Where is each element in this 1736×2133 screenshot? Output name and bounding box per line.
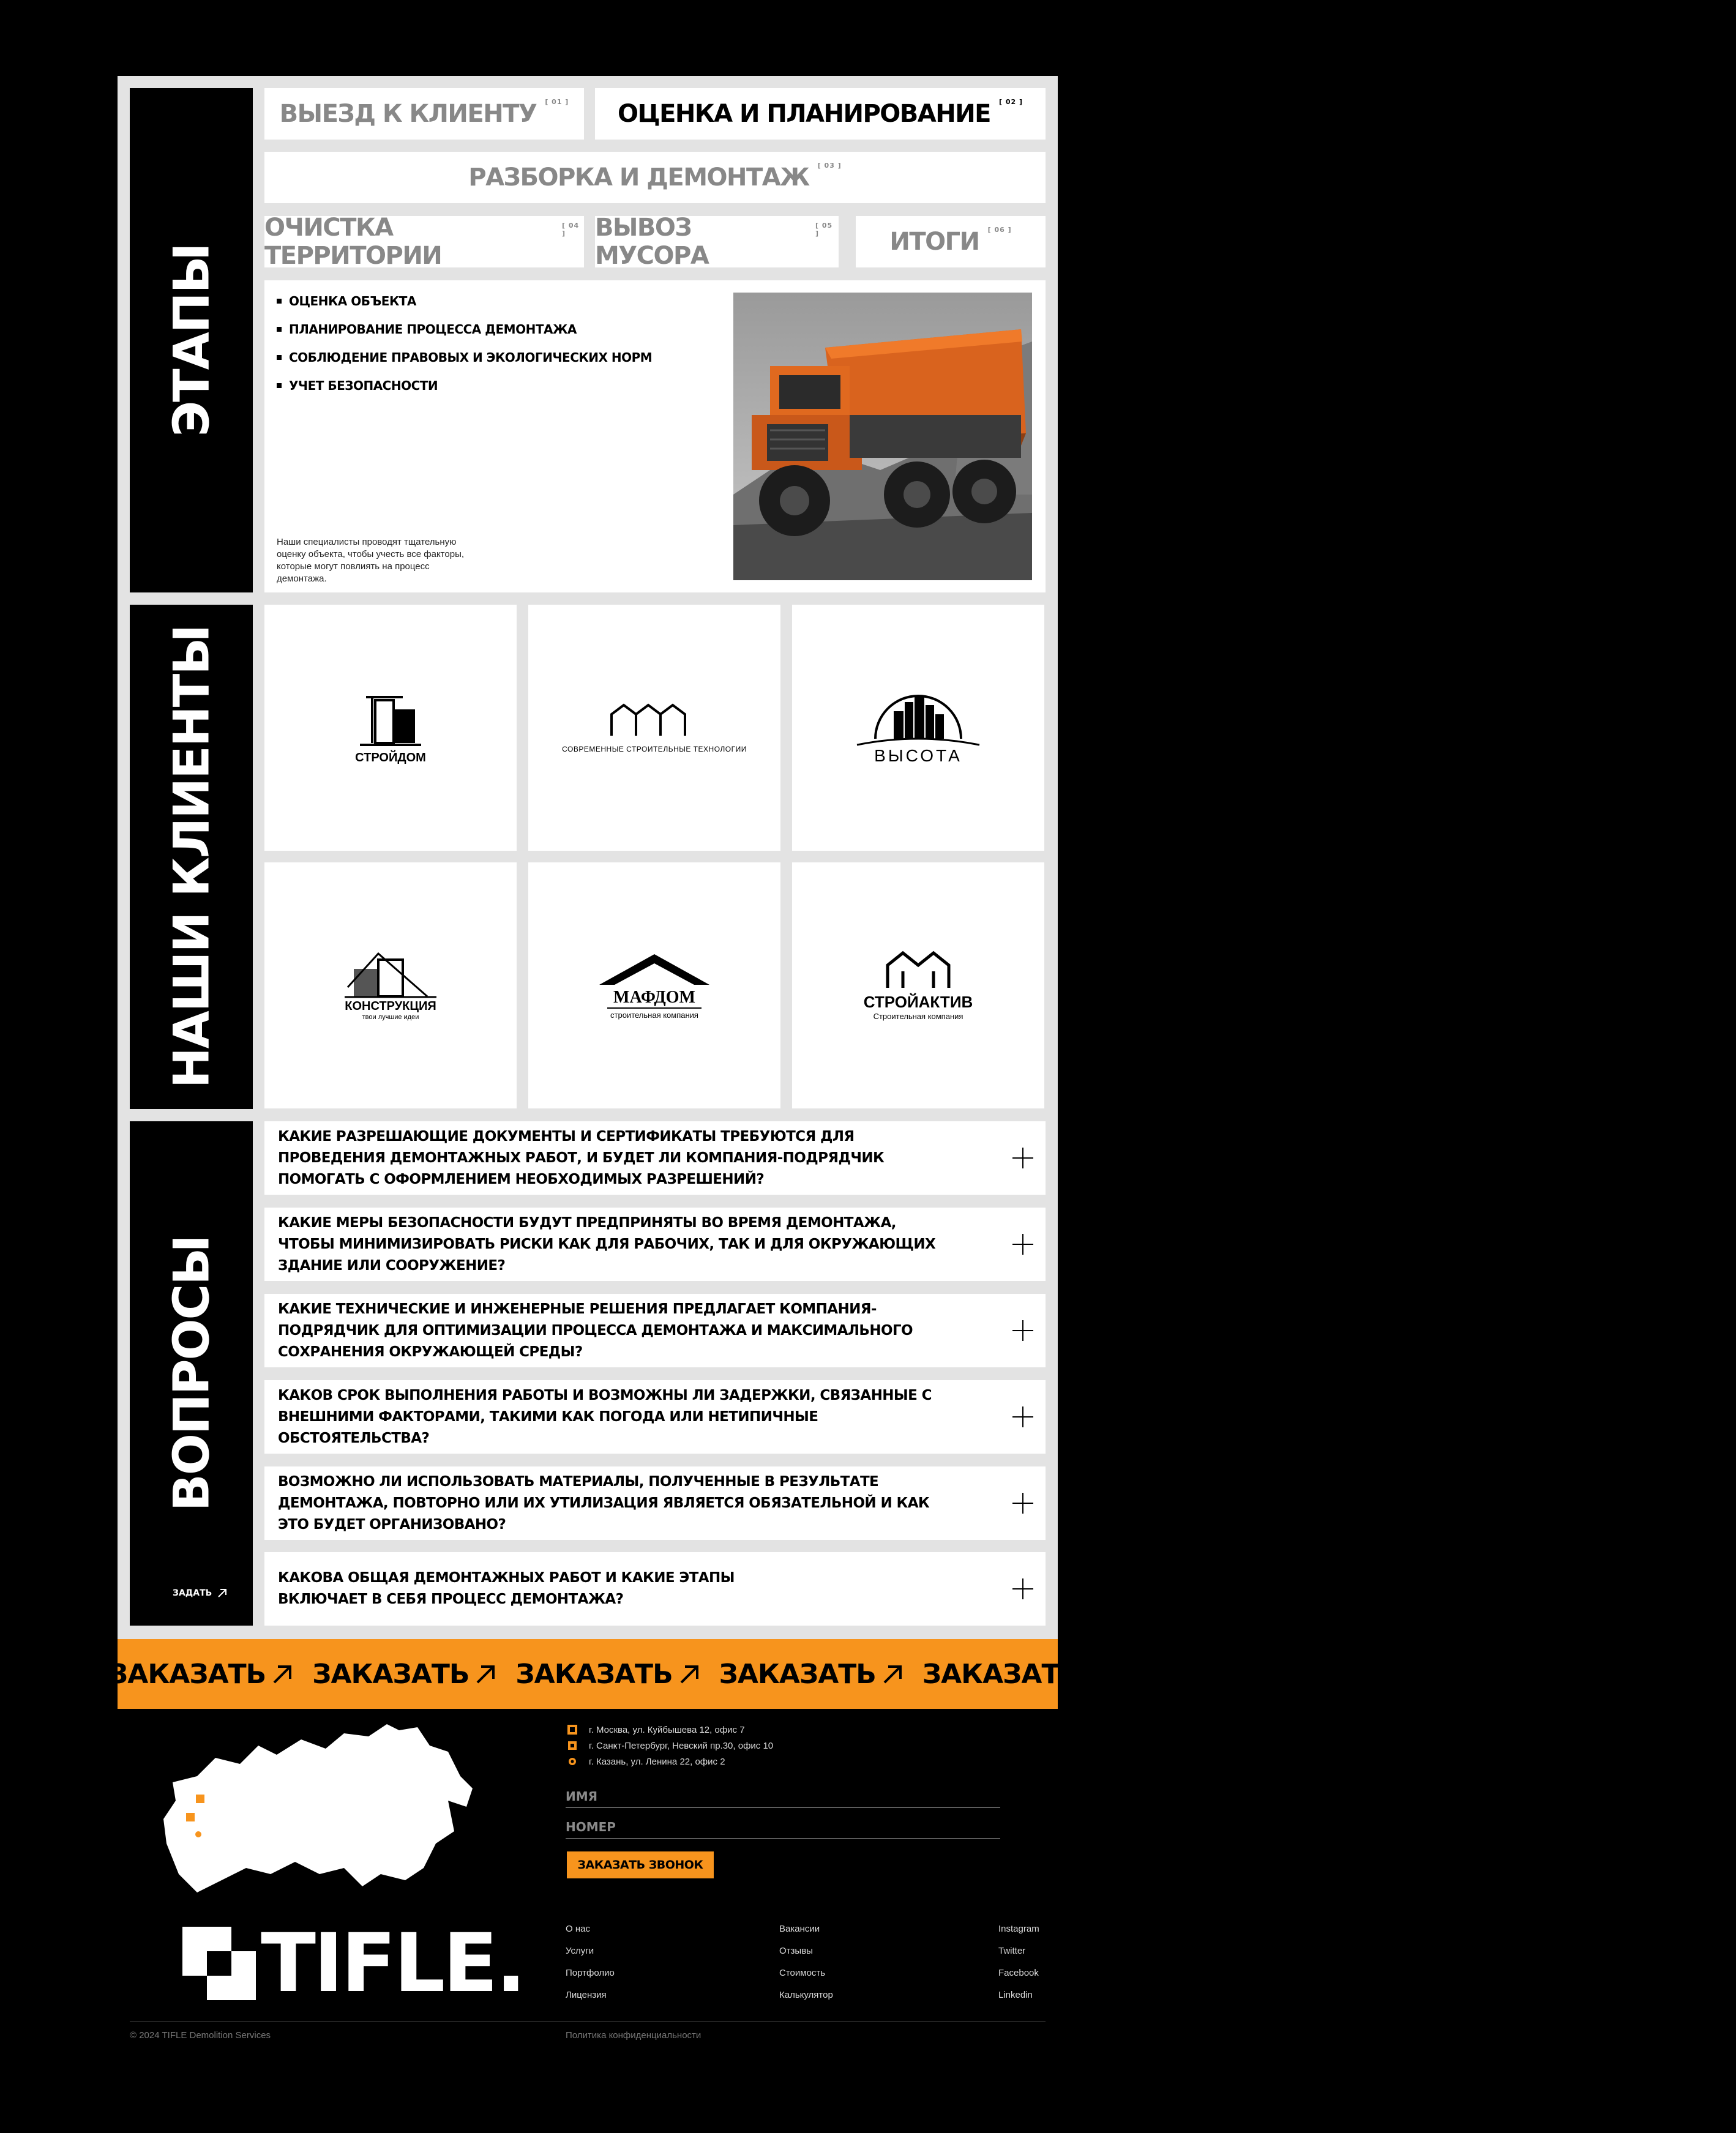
client-name: СТРОЙАКТИВ [863, 993, 973, 1011]
pin-icon [567, 1756, 578, 1767]
pin-icon [567, 1740, 578, 1751]
stage-bullet: ПЛАНИРОВАНИЕ ПРОЦЕССА ДЕМОНТАЖА [277, 322, 652, 337]
footer-divider [130, 2021, 1046, 2022]
faq-question: КАКИЕ ТЕХНИЧЕСКИЕ И ИНЖЕНЕРНЫЕ РЕШЕНИЯ ПРЕДЛАГАЕТ КОМПАНИЯ-ПОДРЯДЧИК ДЛЯ ОПТИМИЗАЦИИ ПРОЦЕССА ДЕМОНТАЖА И МАКСИМАЛЬНОГО СОХРАНЕНИЯ ОКРУЖАЮЩЕЙ СРЕДЫ? [278, 1301, 913, 1360]
arrow-up-right-icon [1491, 1662, 1515, 1686]
russia-map-icon [160, 1721, 479, 1899]
footer-link[interactable]: Услуги [566, 1946, 594, 1956]
faq-question: КАКИЕ РАЗРЕШАЮЩИЕ ДОКУМЕНТЫ И СЕРТИФИКАТЫ ТРЕБУЮТСЯ ДЛЯ ПРОВЕДЕНИЯ ДЕМОНТАЖНЫХ РАБОТ, И БУДЕТ ЛИ КОМПАНИЯ-ПОДРЯДЧИК ПОМОГАТЬ С ОФОРМЛЕНИЕМ НЕОБХОДИМЫХ РАЗРЕШЕНИЙ? [278, 1128, 885, 1187]
tab-label: ОЦЕНКА И ПЛАНИРОВАНИЕ [617, 100, 990, 128]
faq-title: ВОПРОСЫ [163, 1235, 220, 1512]
client-logo-mafdom[interactable] [528, 862, 780, 1108]
arrow-up-right-icon [217, 1588, 228, 1599]
social-link-facebook[interactable]: Facebook [998, 1968, 1039, 1978]
client-name: ВЫСОТА [874, 746, 962, 765]
address-text: г. Санкт-Петербург, Невский пр.30, офис 10 [589, 1740, 774, 1751]
logo-text: TIFLE. [261, 1916, 524, 2011]
clients-title: НАШИ КЛИЕНТЫ [163, 625, 220, 1089]
ticker-order-label[interactable]: ЗАКАЗАТЬ [312, 1659, 498, 1690]
client-name: СТРОЙДОМ [355, 750, 426, 764]
address-text: г. Казань, ул. Ленина 22, офис 2 [589, 1756, 725, 1767]
address-text: г. Москва, ул. Куйбышева 12, офис 7 [589, 1724, 745, 1735]
faq-question: КАКОВА ОБЩАЯ ДЕМОНТАЖНЫХ РАБОТ И КАКИЕ ЭТАПЫ ВКЛЮЧАЕТ В СЕБЯ ПРОЦЕСС ДЕМОНТАЖА? [278, 1570, 735, 1607]
client-name: КОНСТРУКЦИЯ [345, 999, 436, 1013]
tab-number: [ 01 ] [545, 97, 569, 106]
tab-waste-removal[interactable] [595, 214, 839, 270]
client-subtitle: строительная компания [610, 1010, 698, 1020]
footer-link[interactable]: Стоимость [779, 1968, 826, 1978]
faq-sidebar [130, 1121, 253, 1626]
footer-link[interactable]: Лицензия [566, 1990, 607, 2000]
footer-link[interactable]: Портфолио [566, 1968, 615, 1978]
ask-label: ЗАДАТЬ [173, 1588, 212, 1598]
faq-item[interactable] [264, 1294, 1046, 1367]
truck-image [733, 293, 1032, 580]
arrow-up-right-icon [271, 1662, 295, 1686]
building-icon [342, 951, 440, 999]
client-logo-stroyaktiv[interactable] [792, 862, 1044, 1108]
double-house-icon [885, 950, 952, 990]
faq-item[interactable] [264, 1552, 1046, 1626]
plus-icon[interactable] [1012, 1493, 1033, 1514]
arrow-up-right-icon [1694, 1662, 1719, 1686]
faq-question: КАКИЕ МЕРЫ БЕЗОПАСНОСТИ БУДУТ ПРЕДПРИНЯТЫ ВО ВРЕМЯ ДЕМОНТАЖА, ЧТОБЫ МИНИМИЗИРОВАТЬ РИСКИ КАК ДЛЯ РАБОЧИХ, ТАК И ДЛЯ ОКРУЖАЮЩИХ ЗДАНИЕ ИЛИ СООРУЖЕНИЕ? [278, 1214, 936, 1274]
tab-number: [ 03 ] [817, 161, 842, 170]
faq-question: КАКОВ СРОК ВЫПОЛНЕНИЯ РАБОТЫ И ВОЗМОЖНЫ ЛИ ЗАДЕРЖКИ, СВЯЗАННЫЕ С ВНЕШНИМИ ФАКТОРАМИ, ТАКИМИ КАК ПОГОДА ИЛИ НЕТИПИЧНЫЕ ОБСТОЯТЕЛЬСТВА? [278, 1387, 932, 1446]
phone-input[interactable]: НОМЕР [566, 1812, 1000, 1839]
client-subtitle: твои лучшие идеи [362, 1013, 419, 1021]
faq-item[interactable] [264, 1466, 1046, 1540]
ask-question-link[interactable] [173, 1588, 228, 1599]
arrow-up-right-icon [1084, 1662, 1109, 1686]
client-logo-sst[interactable] [528, 605, 780, 851]
order-ticker[interactable] [109, 1639, 1689, 1709]
roof-icon [596, 951, 713, 988]
ticker-order-label[interactable]: ЗАКАЗАТЬ [1126, 1659, 1312, 1690]
stage-description: Наши специалисты проводят тщательную оценку объекта, чтобы учесть все факторы, которые могут повлиять на процесс демонтажа. [277, 537, 465, 584]
arrow-up-right-icon [678, 1662, 702, 1686]
footer-link[interactable]: Калькулятор [779, 1990, 833, 2000]
social-link-linkedin[interactable]: Linkedin [998, 1990, 1033, 2000]
client-name: МАФДОМ [607, 988, 702, 1009]
ticker-row [109, 1659, 1736, 1690]
privacy-link[interactable]: Политика конфиденциальности [566, 2030, 702, 2041]
name-input[interactable]: ИМЯ [566, 1781, 1000, 1808]
tab-number: [ 05 ] [815, 222, 833, 237]
skyline-icon [857, 690, 979, 749]
stages-sidebar [130, 88, 253, 592]
houses-icon [608, 702, 700, 739]
social-link-instagram[interactable]: Instagram [998, 1924, 1039, 1934]
address-kazan [567, 1756, 725, 1767]
plus-icon[interactable] [1012, 1578, 1033, 1599]
address-moscow [567, 1724, 745, 1735]
stage-bullet-list [277, 294, 652, 406]
clients-sidebar [130, 605, 253, 1109]
tab-cleanup[interactable] [264, 214, 584, 270]
client-logo-konstrukciya[interactable] [264, 862, 517, 1108]
footer-link[interactable]: О нас [566, 1924, 590, 1934]
ticker-order-label[interactable]: ЗАКАЗАТЬ [719, 1659, 905, 1690]
footer-link[interactable]: Вакансии [779, 1924, 820, 1934]
tab-label: ИТОГИ [889, 228, 979, 256]
plus-icon[interactable] [1012, 1320, 1033, 1341]
footer [118, 1709, 1058, 2057]
faq-item[interactable] [264, 1208, 1046, 1281]
tab-label: ОЧИСТКА ТЕРРИТОРИИ [264, 214, 442, 270]
stage-content-card [264, 280, 1046, 592]
ticker-order-label[interactable]: ЗАКАЗАТЬ [1329, 1659, 1515, 1690]
tab-results[interactable] [856, 216, 1046, 267]
client-logo-vysota[interactable] [792, 605, 1044, 851]
stroydom-icon [354, 691, 427, 750]
client-subtitle: СОВРЕМЕННЫЕ СТРОИТЕЛЬНЫЕ ТЕХНОЛОГИИ [562, 745, 747, 753]
client-logo-stroydom[interactable] [264, 605, 517, 851]
faq-item[interactable] [264, 1121, 1046, 1195]
tab-number: [ 06 ] [987, 225, 1012, 234]
copyright-text: © 2024 TIFLE Demolition Services [130, 2030, 271, 2041]
order-call-button[interactable]: ЗАКАЗАТЬ ЗВОНОК [567, 1851, 714, 1878]
tab-dismantling[interactable] [264, 152, 1046, 203]
footer-link[interactable]: Отзывы [779, 1946, 813, 1956]
stages-title: ЭТАПЫ [163, 244, 220, 437]
tifle-mark-icon [182, 1927, 256, 2000]
stage-bullet: СОБЛЮДЕНИЕ ПРАВОВЫХ И ЭКОЛОГИЧЕСКИХ НОРМ [277, 350, 652, 365]
faq-question: ВОЗМОЖНО ЛИ ИСПОЛЬЗОВАТЬ МАТЕРИАЛЫ, ПОЛУЧЕННЫЕ В РЕЗУЛЬТАТЕ ДЕМОНТАЖА, ПОВТОРНО ИЛИ ИХ УТИЛИЗАЦИЯ ЯВЛЯЕТСЯ ОБЯЗАТЕЛЬНОЙ И КАК ЭТО БУДЕТ ОРГАНИЗОВАНО? [278, 1473, 930, 1533]
tab-number: [ 02 ] [999, 97, 1023, 106]
arrow-up-right-icon [474, 1662, 498, 1686]
arrow-up-right-icon [1287, 1662, 1312, 1686]
plus-icon[interactable] [1012, 1148, 1033, 1168]
faq-item[interactable] [264, 1380, 1046, 1454]
tab-label: ВЫЕЗД К КЛИЕНТУ [279, 100, 537, 128]
plus-icon[interactable] [1012, 1406, 1033, 1427]
stage-bullet: УЧЕТ БЕЗОПАСНОСТИ [277, 378, 652, 393]
stage-bullet: ОЦЕНКА ОБЪЕКТА [277, 294, 652, 308]
ticker-order-label[interactable]: ЗАКАЗАТЬ [109, 1659, 295, 1690]
arrow-up-right-icon [881, 1662, 905, 1686]
tab-label: ВЫВОЗ МУСОРА [595, 214, 709, 270]
address-spb [567, 1740, 773, 1751]
tab-visit[interactable] [264, 88, 584, 140]
tab-number: [ 04 ] [561, 222, 580, 237]
tab-assessment[interactable] [595, 88, 1046, 140]
ticker-order-label[interactable]: ЗАКАЗАТЬ [1532, 1659, 1718, 1690]
client-subtitle: Строительная компания [873, 1012, 963, 1021]
ticker-order-label[interactable]: ЗАКАЗАТЬ [922, 1659, 1109, 1690]
social-link-twitter[interactable]: Twitter [998, 1946, 1026, 1956]
tifle-logo [182, 1916, 524, 2011]
ticker-order-label[interactable]: ЗАКАЗАТЬ [515, 1659, 702, 1690]
pin-icon [567, 1724, 578, 1735]
plus-icon[interactable] [1012, 1234, 1033, 1255]
tab-label: РАЗБОРКА И ДЕМОНТАЖ [468, 163, 809, 192]
